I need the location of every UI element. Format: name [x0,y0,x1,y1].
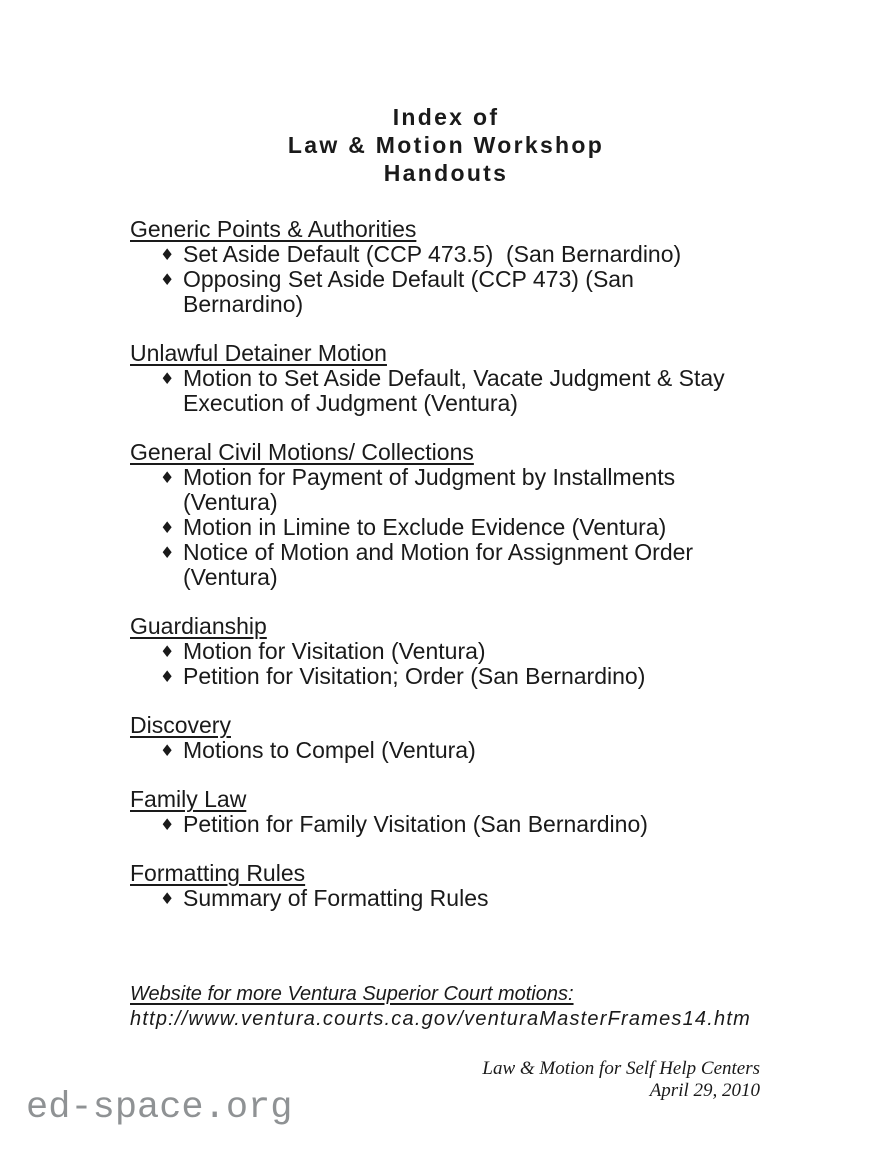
handout-item-label: Motion to Set Aside Default, Vacate Judgment & Stay Execution of Judgment (Ventura) [183,365,732,416]
index-section [130,861,768,911]
handout-item [130,465,738,515]
diamond-bullet-icon: ♦ [160,518,175,537]
section-heading: Discovery [130,712,231,738]
handout-item [130,242,738,267]
index-section [130,713,768,763]
index-section [130,440,768,590]
section-heading: Family Law [130,786,247,812]
handout-item [130,812,738,837]
handout-item-label: Motion in Limine to Exclude Evidence (Ventura) [183,514,667,540]
handout-item-label: Set Aside Default (CCP 473.5) (San Bernardino) [183,241,682,267]
index-sections [130,217,768,911]
diamond-bullet-icon: ♦ [160,369,175,388]
title-line-3: Handouts [383,160,509,186]
handout-item [130,639,738,664]
diamond-bullet-icon: ♦ [160,741,175,760]
credit-date: April 29, 2010 [649,1080,760,1101]
handout-item-label: Motion for Payment of Judgment by Installments (Ventura) [183,464,682,515]
diamond-bullet-icon: ♦ [160,245,175,264]
handout-list [130,812,738,837]
diamond-bullet-icon: ♦ [160,667,175,686]
handout-list [130,465,738,590]
handout-list [130,886,738,911]
handout-item [130,886,738,911]
handout-item [130,267,738,317]
handout-item-label: Opposing Set Aside Default (CCP 473) (San Bernardino) [183,266,641,317]
handout-item-label: Petition for Visitation; Order (San Bernardino) [183,663,646,689]
website-label: Website for more Ventura Superior Court motions: [130,983,574,1005]
diamond-bullet-icon: ♦ [160,270,175,289]
section-heading: General Civil Motions/ Collections [130,439,474,465]
diamond-bullet-icon: ♦ [160,815,175,834]
handout-list [130,366,738,416]
handout-item-label: Summary of Formatting Rules [183,885,489,911]
handout-item [130,540,738,590]
section-heading: Generic Points & Authorities [130,216,417,242]
index-section [130,341,768,416]
handout-item [130,664,738,689]
diamond-bullet-icon: ♦ [160,642,175,661]
handout-item-label: Motions to Compel (Ventura) [183,737,476,763]
website-reference [130,982,892,1032]
handout-list [130,242,738,317]
handout-list [130,639,738,689]
section-heading: Guardianship [130,613,267,639]
index-section [130,787,768,837]
handout-item-label: Motion for Visitation (Ventura) [183,638,486,664]
index-section [130,217,768,317]
website-url: http://www.ventura.courts.ca.gov/venturaMasterFrames14.htm [130,1008,751,1030]
handout-item [130,515,738,540]
section-heading: Unlawful Detainer Motion [130,340,387,366]
handout-item-label: Notice of Motion and Motion for Assignment Order (Ventura) [183,539,700,590]
title-line-1: Index of [392,104,500,130]
title-line-2: Law & Motion Workshop [287,132,605,158]
diamond-bullet-icon: ♦ [160,468,175,487]
handout-item-label: Petition for Family Visitation (San Bernardino) [183,811,648,837]
section-heading: Formatting Rules [130,860,306,886]
index-section [130,614,768,689]
credit-line: Law & Motion for Self Help Centers [482,1058,760,1079]
diamond-bullet-icon: ♦ [160,543,175,562]
handout-list [130,738,738,763]
handout-item [130,366,738,416]
diamond-bullet-icon: ♦ [160,889,175,908]
watermark: ed-space.org [26,1087,293,1129]
handout-item [130,738,738,763]
document-title [0,0,892,187]
